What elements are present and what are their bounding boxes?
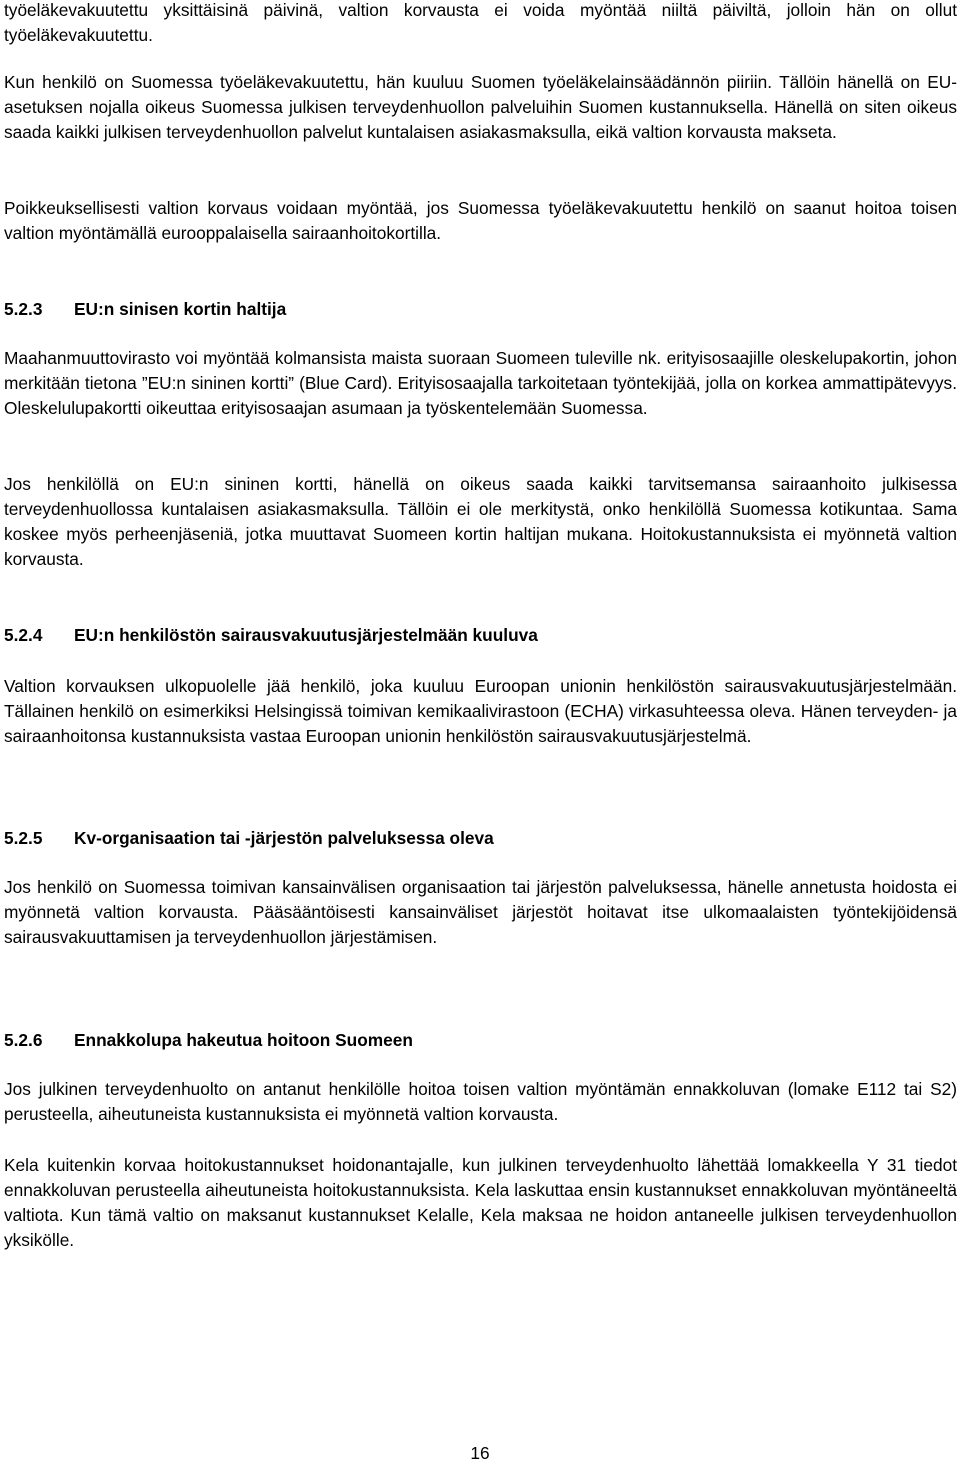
intro-paragraph-1: työeläkevakuutettu yksittäisinä päivinä, valtion korvausta ei voida myöntää niiltä päiviltä, jolloin hän on ollut työeläkevakuutettu. bbox=[4, 0, 957, 45]
section-number: 5.2.6 bbox=[4, 1030, 43, 1050]
section-5-2-3-paragraph-2: Jos henkilöllä on EU:n sininen kortti, hänellä on oikeus saada kaikki tarvitsemansa sairaanhoito julkisessa terveydenhuollossa kuntalaisen asiakasmaksulla. Tällöin ei ole merkitystä, onko henkilöllä Suomessa kotikuntaa. Sama koskee myös perheenjäseniä, jotka muuttavat Suomeen kortin haltijan mukana. Hoitokustannuksista ei myönnetä valtion korvausta. bbox=[4, 474, 957, 569]
section-number: 5.2.4 bbox=[4, 625, 43, 645]
section-5-2-4-paragraph-1: Valtion korvauksen ulkopuolelle jää henkilö, joka kuuluu Euroopan unionin henkilöstön sairausvakuutusjärjestelmään. Tällainen henkilö on esimerkiksi Helsingissä toimivan kemikaalivirastoon (ECHA) virkasuhteessa oleva. Hänen terveyden- ja sairaanhoitonsa kustannuksista vastaa Euroopan unionin henkilöstön sairausvakuutusjärjestelmä. bbox=[4, 676, 957, 746]
section-5-2-3-paragraph-1: Maahanmuuttovirasto voi myöntää kolmansista maista suoraan Suomeen tuleville nk. erityisosaajille oleskelupakortin, johon merkitään tietona ”EU:n sininen kortti” (Blue Card). Erityisosaajalla tarkoitetaan työntekijää, jolla on korkea ammattipätevyys. Oleskelulupakortti oikeuttaa erityisosaajan asumaan ja työskentelemään Suomessa. bbox=[4, 348, 957, 418]
section-5-2-5-paragraph-1: Jos henkilö on Suomessa toimivan kansainvälisen organisaation tai järjestön palveluksessa, hänelle annetusta hoidosta ei myönnetä valtion korvausta. Pääsääntöisesti kansainväliset järjestöt hoitavat itse ulkomaalaisten työntekijöidensä sairausvakuuttamisen ja terveydenhuollon järjestämisen. bbox=[4, 877, 957, 947]
section-5-2-6-paragraph-2: Kela kuitenkin korvaa hoitokustannukset hoidonantajalle, kun julkinen terveydenhuolto lähettää lomakkeella Y 31 tiedot ennakkoluvan perusteella aiheutuneista hoitokustannuksista. Kela laskuttaa ensin kustannukset ennakkoluvan myöntäneeltä valtiota. Kun tämä valtio on maksanut kustannukset Kelalle, Kela maksaa ne hoidon antaneelle julkisen terveydenhuollon yksikölle. bbox=[4, 1155, 957, 1250]
section-5-2-6-paragraph-1: Jos julkinen terveydenhuolto on antanut henkilölle hoitoa toisen valtion myöntämän ennakkoluvan (lomake E112 tai S2) perusteella, aiheutuneista kustannuksista ei myönnetä valtion korvausta. bbox=[4, 1079, 957, 1124]
section-number: 5.2.3 bbox=[4, 299, 43, 319]
section-number: 5.2.5 bbox=[4, 828, 43, 848]
intro-paragraph-2: Kun henkilö on Suomessa työeläkevakuutettu, hän kuuluu Suomen työeläkelainsäädännön piiriin. Tällöin hänellä on EU-asetuksen nojalla oikeus Suomessa julkisen terveydenhuollon palveluihin Suomen kustannuksella. Hänellä on siten oikeus saada kaikki julkisen terveydenhuollon palvelut kuntalaisen asiakasmaksulla, eikä valtion korvausta makseta. bbox=[4, 72, 957, 142]
intro-paragraph-3: Poikkeuksellisesti valtion korvaus voidaan myöntää, jos Suomessa työeläkevakuutettu henkilö on saanut hoitoa toisen valtion myöntämällä eurooppalaisella sairaanhoitokortilla. bbox=[4, 198, 957, 243]
section-title: EU:n henkilöstön sairausvakuutusjärjestelmään kuuluva bbox=[74, 625, 538, 645]
section-title: EU:n sinisen kortin haltija bbox=[74, 299, 287, 319]
section-heading-5-2-3 bbox=[4, 297, 286, 322]
section-heading-5-2-6 bbox=[4, 1028, 413, 1053]
section-title: Ennakkolupa hakeutua hoitoon Suomeen bbox=[74, 1030, 413, 1050]
page-number: 16 bbox=[470, 1443, 490, 1463]
section-title: Kv-organisaation tai -järjestön palveluksessa oleva bbox=[74, 828, 494, 848]
section-heading-5-2-4 bbox=[4, 623, 538, 648]
section-heading-5-2-5 bbox=[4, 826, 494, 851]
